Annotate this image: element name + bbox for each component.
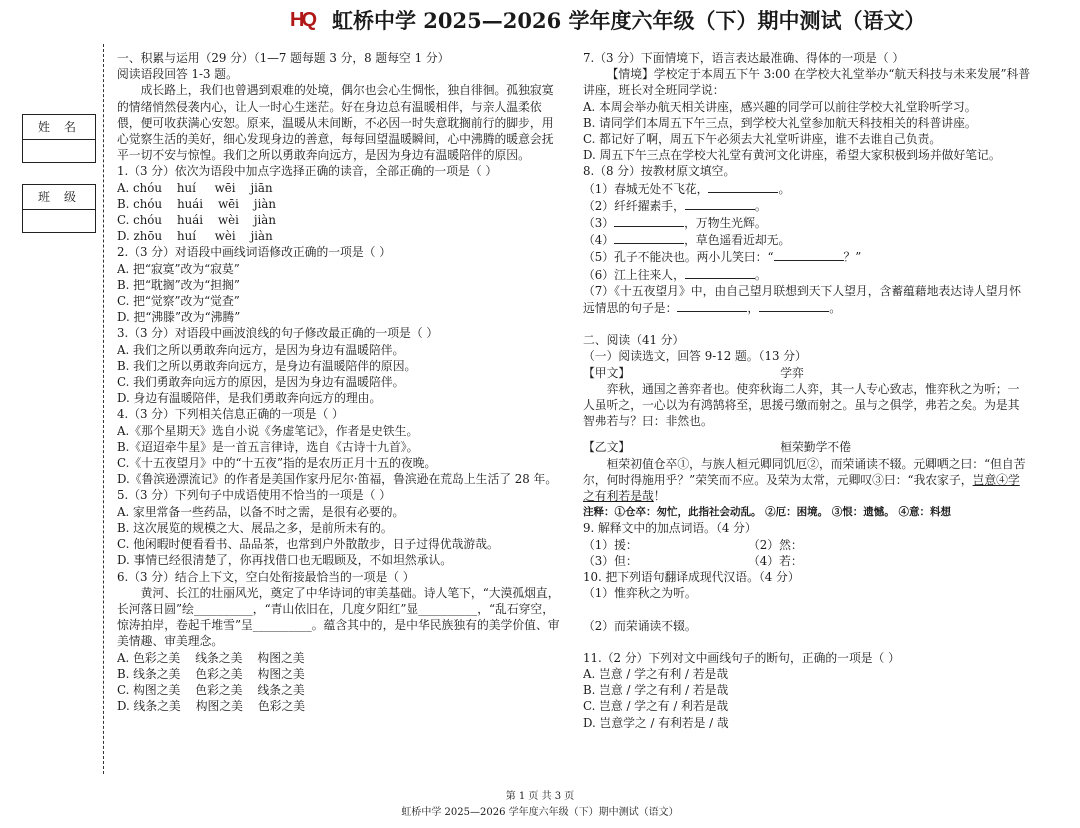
jia-text: 弈秋，通国之善弈者也。使弈秋诲二人弈，其一人专心致志，惟弈秋之为听；一人虽听之，一心以为有鸿鹄将至，思援弓缴而射之。虽与之俱学，弗若之矣。为是其智弗若与？曰：非然也。 bbox=[583, 381, 1020, 429]
q1-option-b[interactable]: B. chóu huái wēi jiàn bbox=[117, 196, 276, 211]
question-2: 2.（3 分）对语段中画线词语修改正确的一项是（ ） bbox=[117, 245, 391, 260]
q3-option-d[interactable]: D. 身边有温暖陪伴，是我们勇敢奔向远方的理由。 bbox=[117, 391, 382, 406]
question-5: 5.（3 分）下列句子中成语使用不恰当的一项是（ ） bbox=[117, 488, 391, 503]
q2-option-a[interactable]: A. 把“寂寞”改为“寂莫” bbox=[117, 261, 240, 276]
q8-blank-1[interactable] bbox=[708, 180, 778, 193]
question-1: 1.（3 分）依次为语段中加点字选择正确的读音，全部正确的一项是（ ） bbox=[117, 164, 498, 179]
page-number: 第 1 页 共 3 页 bbox=[505, 791, 575, 802]
q8-item-2: （2）纤纤擢素手， 。 bbox=[583, 198, 767, 213]
q8-item-4: （4） ，草色遥看近却无。 bbox=[583, 233, 791, 248]
question-8: 8.（8 分）按教材原文填空。 bbox=[583, 164, 736, 179]
passage-intro: 阅读语段回答 1-3 题。 bbox=[117, 67, 238, 82]
q8-item-7: （7）《十五夜望月》中，由自己望月联想到天下人望月，含蓄蕴藉地表达诗人望月怀远情思的句子是： ， 。 bbox=[583, 283, 1022, 316]
name-field[interactable] bbox=[23, 140, 95, 162]
q8-blank-5[interactable] bbox=[774, 248, 844, 261]
q7-context: 【情境】学校定于本周五下午 3:00 在学校大礼堂举办“航天科技与未来发展”科普讲座，班长对全班同学说： bbox=[583, 67, 1031, 98]
question-10: 10. 把下列语句翻译成现代汉语。（4 分） bbox=[583, 570, 800, 585]
question-4: 4.（3 分）下列相关信息正确的一项是（ ） bbox=[117, 407, 344, 422]
q8-item-3: （3） ，万物生光辉。 bbox=[583, 216, 767, 231]
yi-tag: 【乙文】 bbox=[583, 440, 631, 455]
q6-option-c[interactable]: C. 构图之美 色彩之美 线条之美 bbox=[117, 682, 305, 697]
page-title: 虹桥中学 2025—2026 学年度六年级（下）期中测试（语文） bbox=[332, 8, 926, 33]
question-9: 9. 解释文中的加点词语。（4 分） bbox=[583, 521, 757, 536]
reading-passage: 成长路上，我们也曾遇到艰难的处境，偶尔也会心生惆怅，独自徘徊。孤独寂寞的情绪悄然侵袭内心，让人一时心生迷茫。好在身边总有温暖相伴，与亲人温柔依偎，便可收获满心安恕。原来，温暖从未间断，不必因一时失意耽搁前行的脚步，用心觉察生活的美好，细心发现身边的善意，每每回望温暖瞬间，心中沸腾的暖意会抚平一切不安与惊惶。我们之所以勇敢奔向远方，是因为身边有温暖陪伴的原因。 bbox=[117, 83, 554, 163]
q1-option-d[interactable]: D. zhōu huí wèi jiàn bbox=[117, 229, 273, 244]
q8-blank-3[interactable] bbox=[614, 214, 684, 227]
q11-option-d[interactable]: D. 岂意学之 / 有利若是 / 哉 bbox=[583, 715, 729, 730]
q8-blank-4[interactable] bbox=[614, 231, 684, 244]
yi-text: 桓荣初值仓卒①，与族人桓元卿同饥厄②，而荣诵读不辍。元卿哂之曰：“但自苦尔，何时得施用乎？”荣笑而不应。及荣为太常，元卿叹③曰：“我农家子，岂意④学之有利若是哉！ bbox=[583, 456, 1026, 504]
q3-option-b[interactable]: B. 我们之所以勇敢奔向远方，是身边有温暖陪伴的原因。 bbox=[117, 358, 417, 373]
q7-option-a[interactable]: A. 本周会举办航天相关讲座，感兴趣的同学可以前往学校大礼堂聆听学习。 bbox=[583, 99, 977, 114]
question-6: 6.（3 分）结合上下文，空白处衔接最恰当的一项是（ ） bbox=[117, 569, 415, 584]
q2-option-c[interactable]: C. 把“觉察”改为“觉查” bbox=[117, 294, 240, 309]
q4-option-b[interactable]: B.《迢迢牵牛星》是一首五言律诗，选自《古诗十九首》。 bbox=[117, 439, 419, 454]
q4-option-a[interactable]: A.《那个星期天》选自小说《务虚笔记》，作者是史铁生。 bbox=[117, 423, 419, 438]
q5-option-a[interactable]: A. 家里常备一些药品，以备不时之需，是很有必要的。 bbox=[117, 504, 405, 519]
q5-option-d[interactable]: D. 事情已经很清楚了，你再找借口也无暇顾及，不如坦然承认。 bbox=[117, 553, 453, 568]
q11-option-b[interactable]: B. 岂意 / 学之有利 / 若是哉 bbox=[583, 683, 729, 698]
jia-tag: 【甲文】 bbox=[583, 365, 631, 380]
q8-blank-2[interactable] bbox=[685, 197, 755, 210]
footer-title: 虹桥中学 2025—2026 学年度六年级（下）期中测试（语文） bbox=[401, 807, 679, 818]
section2-heading: 二、阅读（41 分） bbox=[583, 333, 685, 348]
q2-option-d[interactable]: D. 把“沸滕”改为“沸腾” bbox=[117, 310, 241, 325]
q11-option-c[interactable]: C. 岂意 / 学之有 / 利若是哉 bbox=[583, 699, 729, 714]
q8-blank-6[interactable] bbox=[685, 266, 755, 279]
name-box bbox=[22, 114, 96, 163]
jia-title: 学弈 bbox=[780, 365, 804, 380]
q8-item-1: （1）春城无处不飞花， 。 bbox=[583, 181, 791, 196]
q2-option-b[interactable]: B. 把“耽搁”改为“担搁” bbox=[117, 277, 240, 292]
annotation-note: 注释：①仓卒：匆忙，此指社会动乱。 ②厄：困境。 ③恨：遗憾。 ④意：料想 bbox=[583, 506, 951, 519]
q5-option-b[interactable]: B. 这次展览的规模之大、展品之多，是前所未有的。 bbox=[117, 520, 393, 535]
q7-option-b[interactable]: B. 请同学们本周五下午三点，到学校大礼堂参加航天科技相关的科普讲座。 bbox=[583, 115, 977, 130]
question-7: 7.（3 分）下面情境下，语言表达最准确、得体的一项是（ ） bbox=[583, 51, 905, 65]
q3-option-a[interactable]: A. 我们之所以勇敢奔向远方，是因为身边有温暖陪伴。 bbox=[117, 342, 405, 357]
q6-option-d[interactable]: D. 线条之美 构图之美 色彩之美 bbox=[117, 699, 306, 714]
question-11: 11.（2 分）下列对文中画线句子的断句，正确的一项是（ ） bbox=[583, 650, 900, 665]
q4-option-c[interactable]: C.《十五夜望月》中的“十五夜”指的是农历正月十五的夜晚。 bbox=[117, 456, 437, 471]
q6-passage: 黄河、长江的壮丽风光，奠定了中华诗词的审美基础。诗人笔下，“大漠孤烟直，长河落日圆”绘__________，“青山依旧在，几度夕阳红”显__________，“乱石穿空，惊涛拍岸，卷起千堆雪”呈__________。蕴含其中的，是中华民族独有的美学价值、审美情趣、审美理念。 bbox=[117, 585, 560, 649]
q11-option-a[interactable]: A. 岂意 / 学之有利 / 若是哉 bbox=[583, 666, 729, 681]
class-label: 班级 bbox=[23, 185, 95, 210]
yi-underlined-sentence: 岂意④学之有利若是哉 bbox=[583, 472, 1020, 504]
yi-heading bbox=[583, 439, 1031, 455]
q9-row-1: （1）援： （2）然： bbox=[583, 537, 803, 552]
q3-option-c[interactable]: C. 我们勇敢奔向远方的原因，是因为身边有温暖陪伴。 bbox=[117, 375, 405, 390]
q1-option-c[interactable]: C. chóu huái wèi jiàn bbox=[117, 213, 276, 228]
q6-option-a[interactable]: A. 色彩之美 线条之美 构图之美 bbox=[117, 650, 305, 665]
q8-item-5: （5）孔子不能决也。两小儿笑曰：“ ？” bbox=[583, 250, 862, 265]
q6-option-b[interactable]: B. 线条之美 色彩之美 构图之美 bbox=[117, 666, 305, 681]
q1-option-a[interactable]: A. chóu huí wēi jiān bbox=[117, 180, 273, 195]
q4-option-d[interactable]: D.《鲁滨逊漂流记》的作者是美国作家丹尼尔·笛福，鲁滨逊在荒岛上生活了 28 年。 bbox=[117, 472, 558, 487]
class-box bbox=[22, 184, 96, 233]
q10-item-1: （1）惟弈秋之为听。 bbox=[583, 586, 697, 601]
binding-line bbox=[103, 44, 104, 774]
name-label: 姓名 bbox=[23, 115, 95, 140]
q5-option-c[interactable]: C. 他闲暇时便看看书、品品茶，也常到户外散散步，日子过得优哉游哉。 bbox=[117, 537, 499, 552]
jia-heading bbox=[583, 365, 1031, 381]
reading-intro: （一）阅读选文，回答 9-12 题。（13 分） bbox=[583, 349, 807, 364]
class-field[interactable] bbox=[23, 210, 95, 232]
section1-heading: 一、积累与运用（29 分）（1—7 题每题 3 分，8 题每空 1 分） bbox=[117, 51, 450, 65]
q8-blank-7b[interactable] bbox=[759, 299, 829, 312]
q7-option-d[interactable]: D. 周五下午三点在学校大礼堂有黄河文化讲座，希望大家积极到场并做好笔记。 bbox=[583, 148, 1001, 163]
q7-option-c[interactable]: C. 都记好了啊，周五下午必须去大礼堂听讲座，谁不去谁自己负责。 bbox=[583, 132, 942, 147]
q8-item-6: （6）江上往来人， 。 bbox=[583, 267, 767, 282]
yi-title: 桓荣勤学不倦 bbox=[780, 440, 851, 455]
q8-blank-7a[interactable] bbox=[677, 299, 747, 312]
left-column bbox=[117, 50, 563, 714]
q9-row-2: （3）但： （4）若： bbox=[583, 553, 803, 568]
right-column bbox=[583, 50, 1031, 731]
school-logo: HQ bbox=[290, 9, 314, 31]
question-3: 3.（3 分）对语段中画波浪线的句子修改最正确的一项是（ ） bbox=[117, 326, 439, 341]
q10-item-2: （2）而荣诵读不辍。 bbox=[583, 618, 697, 633]
